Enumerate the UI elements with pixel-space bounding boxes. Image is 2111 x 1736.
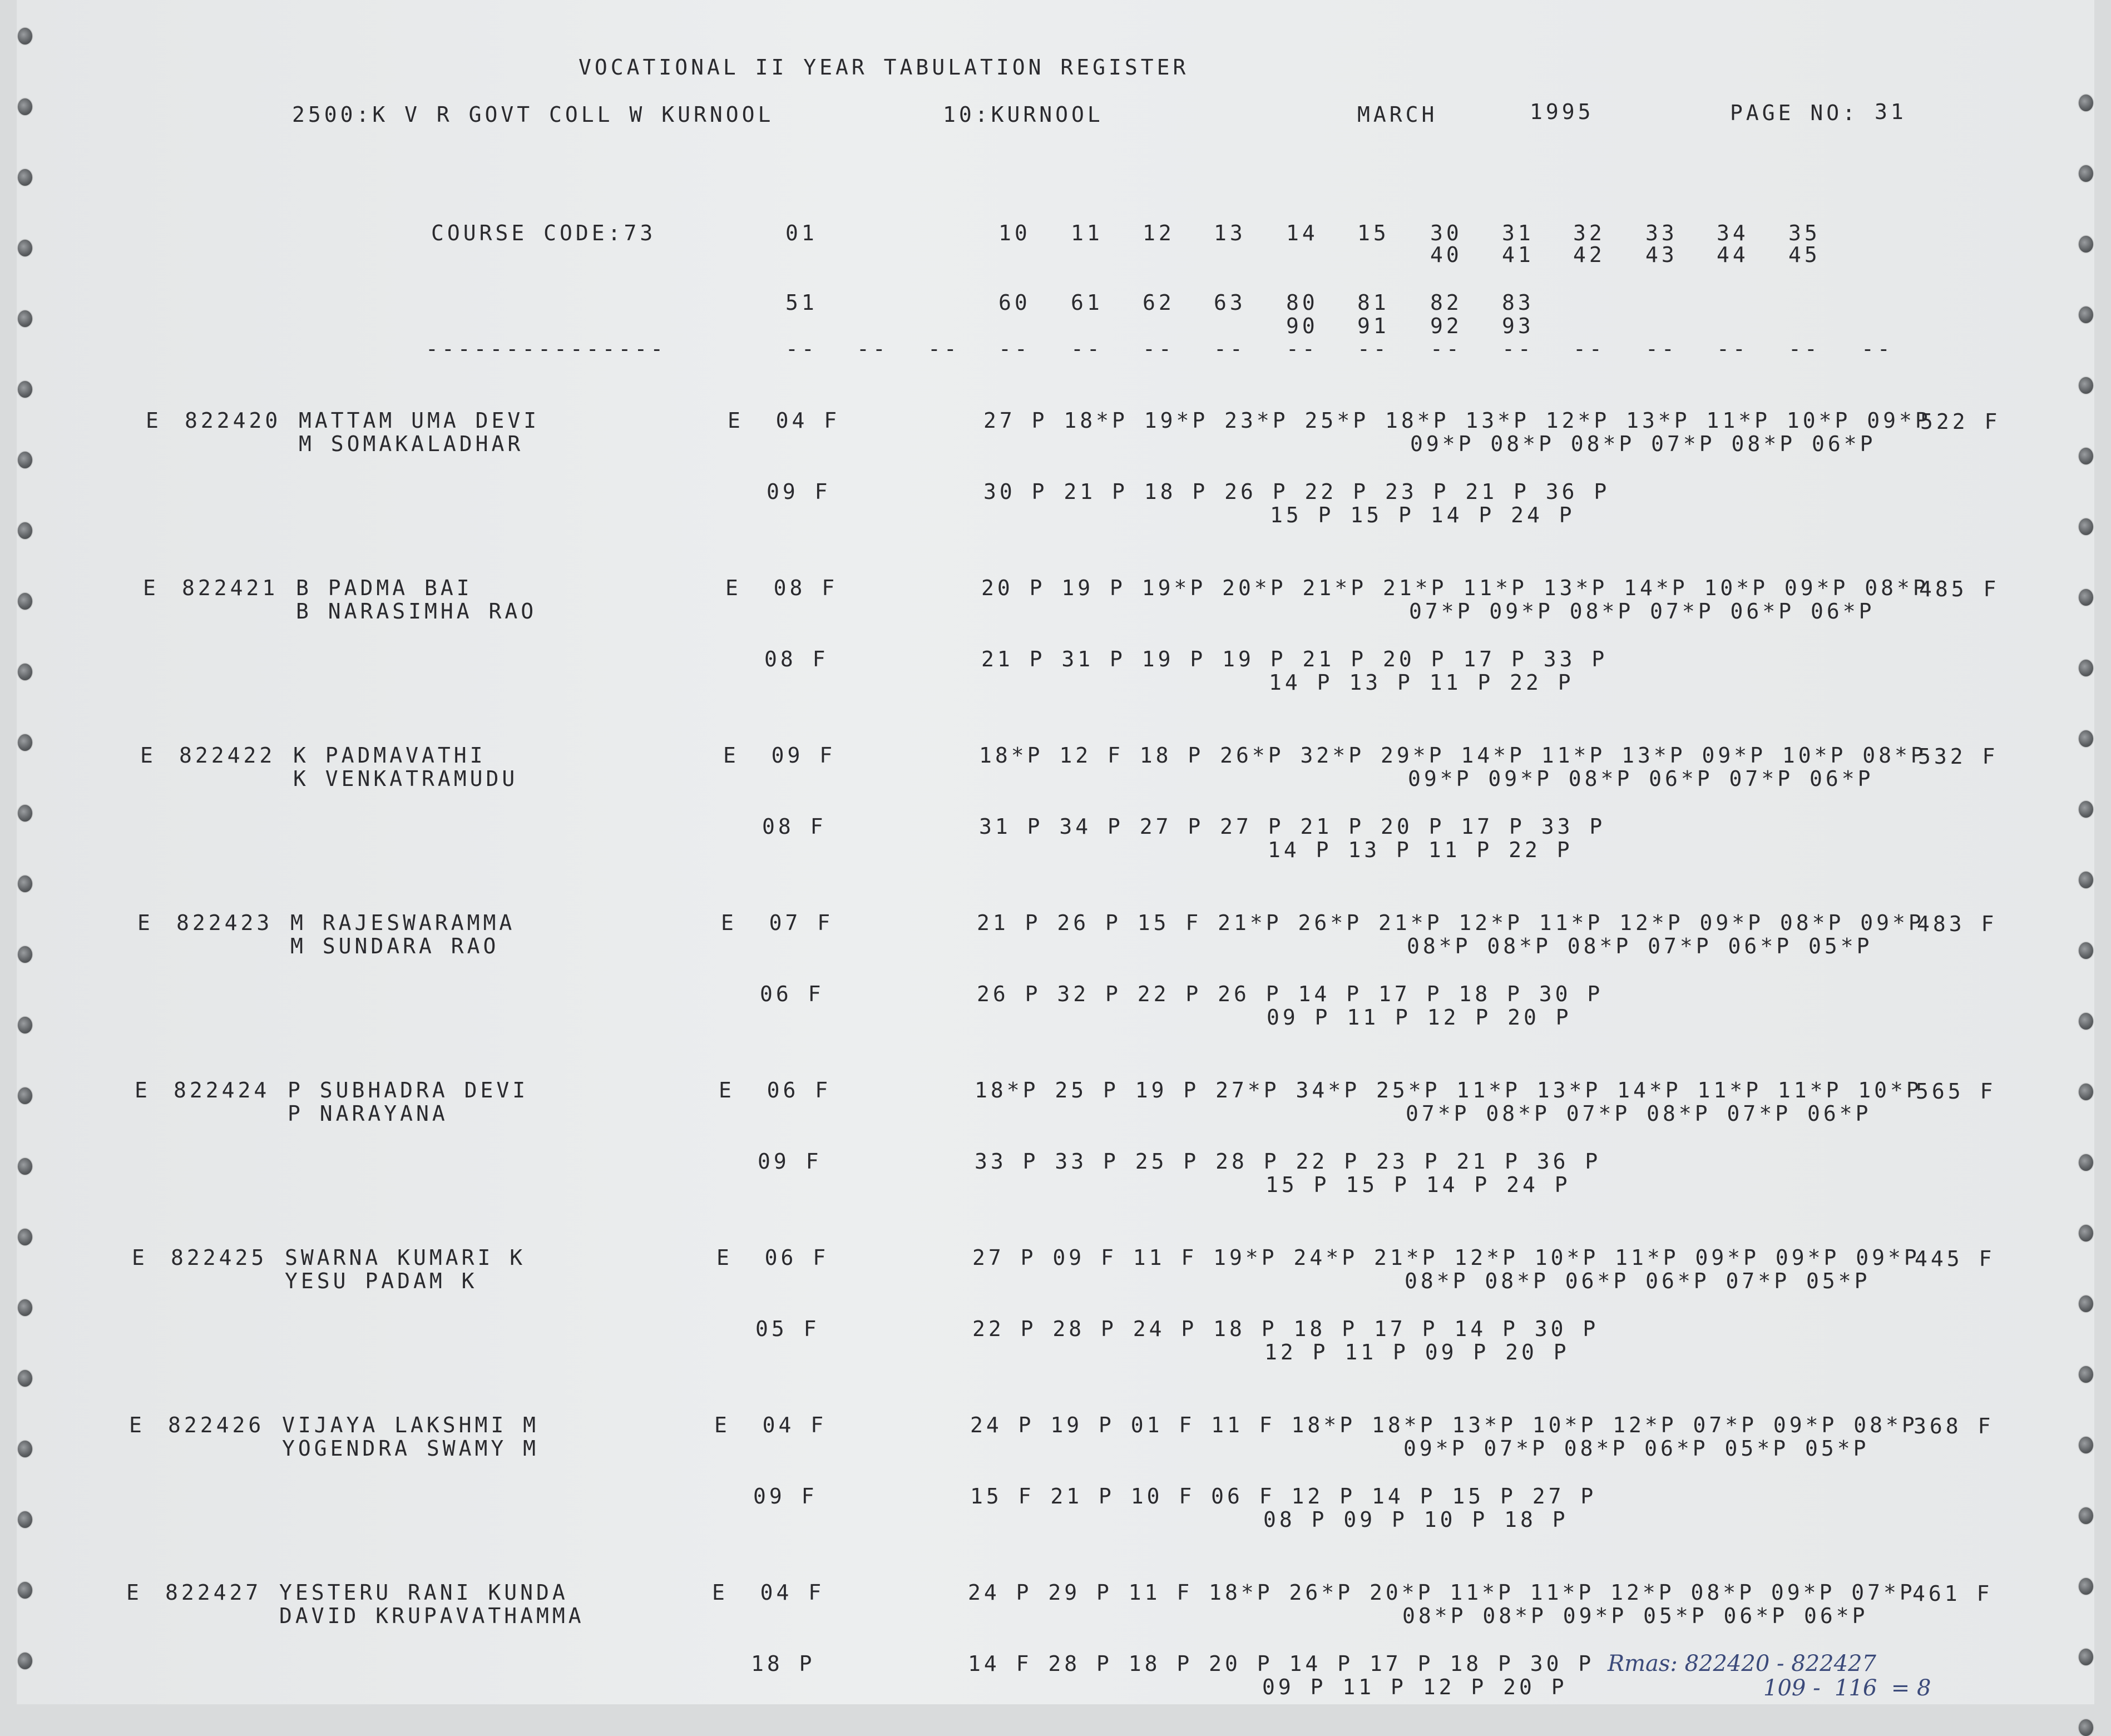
subject-code: 90 [1286,314,1318,338]
dash-rule: -- [1430,337,1462,361]
sprocket-hole [18,1087,32,1104]
sprocket-hole [2079,942,2093,959]
subject-code: 43 [1645,243,1678,267]
handwritten-note-line2: 109 - 116 = 8 [1763,1675,1931,1701]
sprocket-hole [2079,377,2093,394]
subject-code: 34 [1717,221,1749,245]
sprocket-holes-right [2078,0,2094,1704]
subject-code: 42 [1573,243,1605,267]
subject-code: 81 [1357,290,1390,315]
roll-number: 822427 [165,1580,262,1605]
student-name: SWARNA KUMARI K [285,1245,526,1270]
student-name: B PADMA BAI [296,576,473,600]
second-language-mark: 18 P [751,1651,815,1676]
subject-code: 61 [1071,290,1103,315]
dash-rule: -- [1645,337,1678,361]
student-name: MATTAM UMA DEVI [299,408,540,433]
subject-code: 35 [1788,221,1821,245]
sprocket-hole [18,310,32,327]
total-marks: 565 F [1916,1079,1996,1104]
marks-row: 14 F 28 P 18 P 20 P 14 P 17 P 18 P 30 P [968,1651,1595,1676]
sprocket-hole [2079,1225,2093,1242]
dash-rule: -- [1214,337,1246,361]
exam-year: 1995 [1530,100,1594,124]
first-language-mark: E 04 F [728,408,841,433]
subject-code: 10 [998,221,1031,245]
record-type: E [146,408,162,433]
subject-code: 63 [1214,290,1246,315]
sprocket-hole [2079,660,2093,676]
second-language-mark: 09 F [753,1484,818,1509]
marks-row: 27 P 18*P 19*P 23*P 25*P 18*P 13*P 12*P 13*P 11*P 10*P 09*P [983,408,1931,433]
record-type: E [137,911,154,935]
first-language-mark: E 09 F [723,743,836,768]
second-language-mark: 08 F [764,647,829,671]
code-51: 51 [785,290,818,315]
subject-code: 15 [1357,221,1390,245]
sprocket-hole [2079,448,2093,464]
dash-rule: -- [1286,337,1318,361]
sprocket-hole [18,664,32,680]
student-name: M RAJESWARAMMA [290,911,516,935]
marks-row-second: 09*P 08*P 08*P 07*P 08*P 06*P [1410,432,1876,456]
marks-row-second: 14 P 13 P 11 P 22 P [1269,670,1574,695]
marks-row-second: 08*P 08*P 08*P 07*P 06*P 05*P [1407,934,1873,958]
sprocket-hole [18,240,32,256]
code-01: 01 [785,221,818,245]
sprocket-hole [2079,165,2093,182]
district-name: 10:KURNOOL [943,102,1104,127]
sprocket-hole [2079,801,2093,818]
subject-code: 93 [1502,314,1534,338]
sprocket-hole [2079,1507,2093,1524]
marks-row: 20 P 19 P 19*P 20*P 21*P 21*P 11*P 13*P 14*P 10*P 09*P 08*P [981,576,1929,600]
dash-rule: -- [857,337,889,361]
sprocket-hole [18,1582,32,1599]
register-title: VOCATIONAL II YEAR TABULATION REGISTER [579,55,1189,80]
record-type: E [143,576,159,600]
marks-row-second: 15 P 15 P 14 P 24 P [1270,503,1575,527]
dash-rule: -- [1071,337,1103,361]
sprocket-hole [2079,730,2093,747]
marks-row-second: 14 P 13 P 11 P 22 P [1268,838,1573,862]
total-marks: 522 F [1920,409,2001,434]
subject-code: 30 [1430,221,1462,245]
sprocket-hole [2079,1366,2093,1383]
dash-rule: -- [928,337,960,361]
sprocket-hole [18,1299,32,1316]
dash-rule: -- [1788,337,1821,361]
second-language-mark: 09 F [758,1149,822,1174]
marks-row: 24 P 29 P 11 F 18*P 26*P 20*P 11*P 11*P 12*P 08*P 09*P 07*P [968,1580,1916,1605]
roll-number: 822425 [171,1245,268,1270]
first-language-mark: E 07 F [721,911,834,935]
subject-code: 11 [1071,221,1103,245]
first-language-mark: E 06 F [716,1245,829,1270]
sprocket-hole [2079,1084,2093,1100]
subject-code: 33 [1645,221,1678,245]
total-marks: 485 F [1919,577,2000,601]
roll-number: 822421 [182,576,279,600]
sprocket-hole [2079,1295,2093,1312]
roll-number: 822422 [179,743,276,768]
sprocket-hole [18,452,32,468]
exam-month: MARCH [1357,102,1438,127]
marks-row-second: 09 P 11 P 12 P 20 P [1267,1005,1572,1030]
second-language-mark: 09 F [767,479,831,504]
page-label: PAGE NO: [1730,101,1859,125]
sprocket-hole [18,1370,32,1387]
student-name: YESTERU RANI KUNDA [279,1580,568,1605]
marks-row-second: 12 P 11 P 09 P 20 P [1264,1340,1570,1364]
dash-rule: -- [1717,337,1749,361]
dash-rule-long: --------------- [426,337,667,361]
sprocket-hole [2079,589,2093,606]
marks-row: 26 P 32 P 22 P 26 P 14 P 17 P 18 P 30 P [977,982,1604,1006]
parent-name: K VENKATRAMUDU [293,766,518,791]
sprocket-hole [2079,236,2093,253]
first-language-mark: E 06 F [719,1078,832,1102]
dash-rule: -- [1861,337,1894,361]
marks-row: 33 P 33 P 25 P 28 P 22 P 23 P 21 P 36 P [975,1149,1601,1174]
college-name: 2500:K V R GOVT COLL W KURNOOL [292,102,774,127]
roll-number: 822426 [168,1413,265,1437]
parent-name: DAVID KRUPAVATHAMMA [279,1604,585,1628]
total-marks: 532 F [1918,744,1999,769]
sprocket-hole [18,98,32,115]
sprocket-hole [18,1511,32,1528]
record-type: E [126,1580,142,1605]
first-language-mark: E 08 F [725,576,838,600]
marks-row-second: 07*P 09*P 08*P 07*P 06*P 06*P [1409,599,1875,624]
marks-row-second: 08 P 09 P 10 P 18 P [1263,1507,1569,1532]
record-type: E [140,743,156,768]
sprocket-hole [2079,1013,2093,1030]
sprocket-hole [2079,95,2093,111]
sprocket-hole [18,805,32,822]
subject-code: 44 [1717,243,1749,267]
dash-rule: -- [1357,337,1390,361]
parent-name: YOGENDRA SWAMY M [282,1436,540,1461]
first-language-mark: E 04 F [712,1580,825,1605]
marks-row-second: 08*P 08*P 09*P 05*P 06*P 06*P [1402,1604,1868,1628]
sprocket-hole [2079,1719,2093,1736]
marks-row-second: 09*P 09*P 08*P 06*P 07*P 06*P [1408,766,1874,791]
sprocket-hole [18,522,32,539]
sprocket-hole [18,1017,32,1033]
total-marks: 461 F [1912,1581,1993,1606]
total-marks: 483 F [1917,912,1998,936]
subject-code: 60 [998,290,1031,315]
sprocket-holes-left [17,0,33,1704]
marks-row-second: 07*P 08*P 07*P 08*P 07*P 06*P [1406,1101,1872,1126]
page-number: 31 [1875,100,1907,124]
sprocket-hole [18,28,32,44]
sprocket-hole [2079,1154,2093,1171]
subject-code: 41 [1502,243,1534,267]
subject-code: 13 [1214,221,1246,245]
sprocket-hole [18,1158,32,1175]
dash-rule: -- [785,337,818,361]
subject-code: 82 [1430,290,1462,315]
parent-name: M SUNDARA RAO [290,934,500,958]
parent-name: P NARAYANA [288,1101,448,1126]
subject-code: 12 [1143,221,1175,245]
marks-row-second: 09*P 07*P 08*P 06*P 05*P 05*P [1403,1436,1870,1461]
subject-code: 45 [1788,243,1821,267]
marks-row: 18*P 12 F 18 P 26*P 32*P 29*P 14*P 11*P 13*P 09*P 10*P 08*P [979,743,1927,768]
second-language-mark: 05 F [755,1317,820,1341]
record-type: E [129,1413,145,1437]
sprocket-hole [18,169,32,186]
sprocket-hole [18,734,32,751]
roll-number: 822420 [185,408,281,433]
subject-code: 91 [1357,314,1390,338]
sprocket-hole [18,946,32,963]
parent-name: B NARASIMHA RAO [296,599,537,624]
marks-row: 18*P 25 P 19 P 27*P 34*P 25*P 11*P 13*P 14*P 11*P 11*P 10*P [975,1078,1922,1102]
first-language-mark: E 04 F [714,1413,827,1437]
sprocket-hole [18,381,32,398]
dash-rule: -- [1502,337,1534,361]
record-type: E [135,1078,151,1102]
roll-number: 822423 [176,911,273,935]
marks-row: 31 P 34 P 27 P 27 P 21 P 20 P 17 P 33 P [979,814,1606,839]
parent-name: YESU PADAM K [285,1269,478,1293]
marks-row-second: 08*P 08*P 06*P 06*P 07*P 05*P [1405,1269,1871,1293]
marks-row: 15 F 21 P 10 F 06 F 12 P 14 P 15 P 27 P [970,1484,1597,1509]
marks-row: 22 P 28 P 24 P 18 P 18 P 17 P 14 P 30 P [972,1317,1599,1341]
student-name: P SUBHADRA DEVI [288,1078,529,1102]
sprocket-hole [2079,872,2093,888]
subject-code: 92 [1430,314,1462,338]
course-code: COURSE CODE:73 [431,221,656,245]
marks-row: 24 P 19 P 01 F 11 F 18*P 18*P 13*P 10*P 12*P 07*P 09*P 08*P [970,1413,1918,1437]
second-language-mark: 06 F [760,982,824,1006]
subject-code: 40 [1430,243,1462,267]
sprocket-hole [2079,1649,2093,1665]
student-name: K PADMAVATHI [293,743,486,768]
record-type: E [132,1245,148,1270]
student-name: VIJAYA LAKSHMI M [282,1413,540,1437]
subject-code: 14 [1286,221,1318,245]
total-marks: 368 F [1914,1414,1994,1438]
sprocket-hole [2079,1437,2093,1453]
marks-row-second: 15 P 15 P 14 P 24 P [1265,1173,1571,1197]
handwritten-note-line1: Rmas: 822420 - 822427 [1608,1651,1876,1676]
total-marks: 445 F [1915,1247,1995,1271]
roll-number: 822424 [174,1078,270,1102]
subject-code: 80 [1286,290,1318,315]
dash-rule: -- [1143,337,1175,361]
marks-row-second: 09 P 11 P 12 P 20 P [1262,1675,1568,1699]
marks-row: 21 P 31 P 19 P 19 P 21 P 20 P 17 P 33 P [981,647,1608,671]
parent-name: M SOMAKALADHAR [299,432,524,456]
dash-rule: -- [1573,337,1605,361]
second-language-mark: 08 F [762,814,827,839]
dash-rule: -- [998,337,1031,361]
sprocket-hole [18,1653,32,1669]
subject-code: 32 [1573,221,1605,245]
marks-row: 30 P 21 P 18 P 26 P 22 P 23 P 21 P 36 P [983,479,1610,504]
sprocket-hole [18,1229,32,1245]
subject-code: 31 [1502,221,1534,245]
marks-row: 21 P 26 P 15 F 21*P 26*P 21*P 12*P 11*P 12*P 09*P 08*P 09*P [977,911,1925,935]
marks-row: 27 P 09 F 11 F 19*P 24*P 21*P 12*P 10*P 11*P 09*P 09*P 09*P [972,1245,1920,1270]
subject-code: 83 [1502,290,1534,315]
subject-code: 62 [1143,290,1175,315]
sprocket-hole [2079,306,2093,323]
sprocket-hole [2079,518,2093,535]
sprocket-hole [2079,1578,2093,1595]
sprocket-hole [18,1441,32,1457]
sprocket-hole [18,876,32,892]
sprocket-hole [18,593,32,610]
